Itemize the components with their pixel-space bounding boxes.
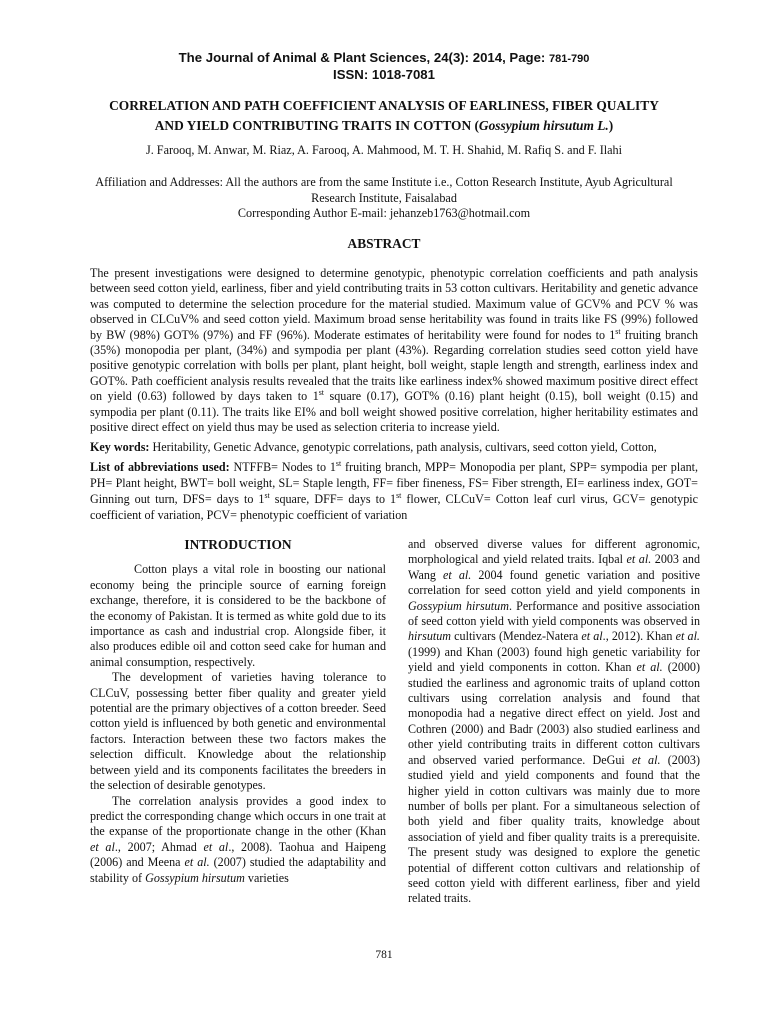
title-close: ) (608, 118, 614, 133)
title-text: CORRELATION AND PATH COEFFICIENT ANALYSIS OF EARLINESS, FIBER QUALITY AND YIELD CONTRIBUTING TRAITS IN COTTON ( (109, 98, 659, 133)
italic-run: et al. (626, 552, 652, 567)
abbreviations-text: flower, CLCuV= Cotton leaf curl virus, GCV= genotypic coefficient of variation, PCV= phenotypic coefficient of variation (90, 492, 698, 522)
abbreviations-text: NTFFB= Nodes to 1 (229, 460, 336, 474)
corresponding-author: Corresponding Author E-mail: jehanzeb1763@hotmail.com (237, 206, 531, 220)
intro-paragraph-1: Cotton plays a vital role in boosting our national economy being the principle source of earning foreign exchange, therefore, it is considered to be the backbone of the economy of Pakistan. It is termed as white gold due to its importance as cash and industrial crop. Alongside fiber, it also produces edible oil and cotton seed cake for human and animal consumption, respectively. (90, 562, 386, 669)
intro-paragraph-2: The development of varieties having tolerance to CLCuV, possessing better fiber quality and greater yield potential are the primary objectives of a cotton breeder. Seed cotton yield is influenced by both genetic and environmental factors. Interaction between these two factors makes the selection difficult. Knowledge about the relationship between yield and its components facilitates the breeders in the selection of desirable genotypes. (90, 670, 386, 793)
journal-citation (0, 50, 768, 67)
abbreviations-text: square, DFF= days to 1 (269, 492, 397, 506)
issn: ISSN: 1018-7081 (333, 67, 435, 82)
author-list: J. Farooq, M. Anwar, M. Riaz, A. Farooq, A. Mahmood, M. T. H. Shahid, M. Rafiq S. and F. Ilahi (145, 143, 623, 157)
abstract-text: fruiting branch (35%) monopodia per plant, (34%) and sympodia per plant (43%). Regarding correlation studies seed cotton yield have positive genotypic correlation with bolls per plant, plant height, boll weight, staple length and strength, earliness index and GOT%. Path coefficient analysis results revealed that the traits like earliness index% showed maximum positive direct effect on yield (0.63) followed by days taken to 1 (90, 327, 698, 404)
keywords-text: Heritability, Genetic Advance, genotypic correlations, path analysis, cultivars, seed cotton yield, Cotton, (149, 440, 657, 454)
superscript: st (318, 388, 324, 398)
paper-title (100, 96, 668, 136)
superscript: st (335, 458, 342, 468)
text-run: The correlation analysis provides a good index to predict the corresponding change which occurs in one trait at the expanse of the proportionate change in the other (Khan (90, 793, 386, 839)
introduction-heading: INTRODUCTION (184, 537, 292, 552)
italic-run: et al (203, 839, 229, 854)
abbreviations (90, 459, 698, 523)
keywords (90, 440, 698, 455)
title-species: Gossypium hirsutum L. (478, 118, 609, 133)
italic-run: et al. (636, 660, 663, 675)
journal-header (0, 50, 768, 83)
abstract-body (90, 266, 698, 435)
journal-name: The Journal of Animal & Plant Sciences, 24(3): 2014, Page: (178, 50, 546, 65)
italic-run: et al. (632, 752, 661, 767)
italic-run: et al. (443, 567, 472, 582)
superscript: st (615, 326, 621, 336)
text-run: (2000) studied the earliness and agronomic traits of upland cotton cultivars using correlation analysis and found that monopodia had a negative direct effect on yield. Jost and Cothren (2000) and Badr (2003) also studied earliness and other yield contributing traits in different cotton cultivars and observed varied performance. DeGui (408, 660, 700, 767)
italic-run: et al (581, 629, 603, 644)
page-number: 781 (375, 949, 393, 961)
affiliation-block (80, 175, 688, 222)
text-run: . Performance and positive association of seed cotton yield with yield components was observed in (408, 598, 701, 629)
text-run: varieties (244, 870, 289, 885)
text-run: (1999) and Khan (2003) found high genetic variability for yield and yield components in cotton. Khan (408, 644, 700, 675)
text-run: ., 2012). Khan (602, 629, 676, 644)
italic-run: Gossypium hirsutum (145, 870, 245, 885)
text-run: and observed diverse values for different agronomic, morphological and yield related traits. Iqbal (408, 537, 700, 567)
abstract-text: The present investigations were designed to determine genotypic, phenotypic correlation coefficients and path analysis between seed cotton yield, earliness, fiber and yield contributing traits in 53 cotton cultivars. Heritability and genetic advance was computed to determine the selection procedure for the material studied. Maximum value of GCV% and PCV % was observed in CLCuV% and seed cotton yield. Maximum broad sense heritability was found in traits like FS (99%) followed by BW (98%) GOT% (97%) and FF (96%). Moderate estimates of heritability were found for nodes to 1 (90, 266, 698, 342)
text-run: cultivars (Mendez-Natera (451, 629, 582, 644)
italic-run: hirsutum (408, 629, 452, 644)
affiliation-text: Affiliation and Addresses: All the authors are from the same Institute i.e., Cotton Research Institute, Ayub Agricultural Research Institute, Faisalabad (95, 175, 673, 205)
abstract-text: square (0.17), GOT% (0.16) plant height (0.15), boll weight (0.15) and sympodia per plant (0.11). The traits like EI% and boll weight showed positive correlation, higher heritability estimates and positive direct effect on yield thus may be used as selection criteria to increase yield. (90, 389, 698, 435)
intro-paragraph-continued (408, 537, 700, 907)
text-run: ., 2008). Taohua and Haipeng (2006) and Meena (90, 839, 387, 870)
text-run: (2007) studied the adaptability and stability of (90, 855, 386, 885)
italic-run: et al (90, 839, 115, 854)
left-column (90, 537, 386, 886)
text-run: 2004 found genetic variation and positive correlation for seed cotton yield and yield components in (408, 567, 700, 598)
right-column (408, 537, 700, 907)
abbreviations-text: fruiting branch, MPP= Monopodia per plant, SPP= sympodia per plant, PH= Plant height, BWT= boll weight, SL= Staple length, FF= fiber fineness, FS= Fiber strength, EI= earliness index, GOT= Ginning out turn, DFS= days to 1 (90, 460, 698, 506)
text-run: (2003) studied yield and yield components and found that the higher yield in cotton cultivars was mainly due to more number of bolls per plant. For a simultaneous selection of both yield and fiber quality traits, knowledge about association of yield and fiber quality traits is a prerequisite. The present study was designed to explore the genetic potential of different cotton cultivars and relationship of seed cotton yield with different earliness, fiber and yield related traits. (408, 752, 700, 906)
italic-run: et al. (184, 855, 210, 870)
journal-pages: 781-790 (548, 53, 590, 65)
intro-paragraph-3 (90, 794, 386, 886)
text-run: 2003 and Wang (408, 552, 700, 582)
abstract-heading: ABSTRACT (347, 236, 421, 251)
superscript: st (264, 490, 270, 500)
abbreviations-label: List of abbreviations used: (90, 460, 230, 474)
text-run: ., 2007; Ahmad (114, 839, 204, 854)
keywords-label: Key words: (90, 440, 150, 454)
italic-run: Gossypium hirsutum (408, 598, 509, 613)
italic-run: et al. (675, 629, 700, 644)
superscript: st (396, 490, 402, 500)
